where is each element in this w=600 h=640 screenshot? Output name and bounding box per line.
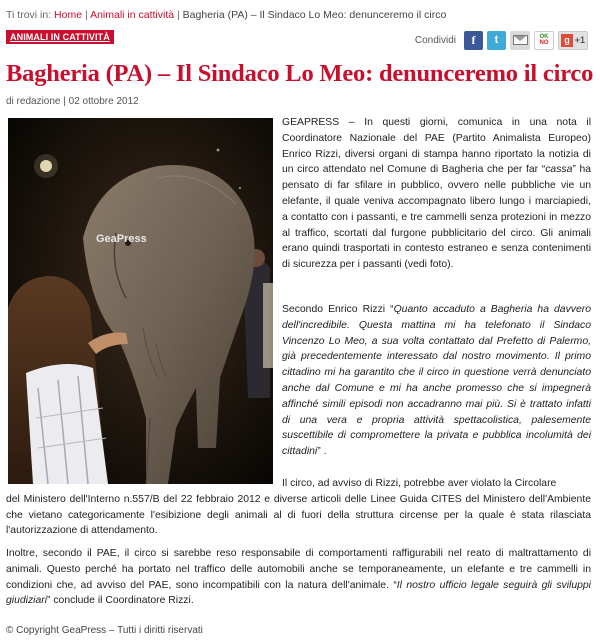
paragraph-2-quote: Quanto accaduto a Bagheria ha davvero dell'incredibile. Questa mattina mi ha telefonato il Sindaco Vincenzo Lo Meo, a sua volta contattato dal Prefetto di Palermo, già precedentemente interessato dal nostro movimento. Il primo cittadino mi ha garantito che il circo in questione verrà denunciato anche dal Comune e mi ha anche promesso che si impegnerà affinché simili episodi non accadranno mai più. Si è trattato infatti di una vera e propria attività spettacolistica, palesemente suscettibile di compromettere la privata e pubblica incolumità dei cittadini: [282, 304, 591, 458]
breadcrumb-home-link[interactable]: Home: [54, 9, 83, 21]
paragraph-2-text-b: ” .: [317, 446, 327, 458]
google-plus-icon[interactable]: [558, 31, 588, 50]
paragraph-1-text-a: GEAPRESS – In questi giorni, comunica in una nota il Coordinatore Nazionale del PAE (Partito Animalista Europeo) Enrico Rizzi, diversi organi di stampa hanno riportato la notizia di un circo attendato nel Comune di Bagheria che per far “: [282, 117, 591, 176]
paragraph-1-emphasis: cassa: [545, 164, 573, 176]
breadcrumb-category-link[interactable]: Animali in cattività: [90, 9, 175, 21]
paragraph-4-quote: Il nostro ufficio legale seguirà gli sviluppi giudiziari: [6, 579, 591, 607]
photo-watermark: GeaPress: [96, 233, 147, 245]
article-title: Bagheria (PA) – Il Sindaco Lo Meo: denunceremo il circo: [6, 60, 594, 87]
elephant-photo: [8, 118, 273, 484]
paragraph-4-text-b: ” conclude il Coordinatore Rizzi.: [47, 595, 194, 607]
paragraph-2-text-a: Secondo Enrico Rizzi “: [282, 304, 394, 315]
paragraph-3-rest: del Ministero dell'Interno n.557/B del 22 febbraio 2012 e diverse articoli delle Linee Guida CITES del Ministero dell'Ambiente che vietano categoricamente l'esibizione degli animali al di fuori della struttura circense per la quale è stata rilasciata l'autorizzazione di attendamento.: [6, 493, 591, 537]
mail-icon[interactable]: [510, 31, 530, 50]
article-paragraph-4: [6, 546, 591, 609]
breadcrumb-current: Bagheria (PA) – Il Sindaco Lo Meo: denunceremo il circo: [182, 9, 447, 21]
article-photo: [8, 118, 273, 484]
breadcrumb-separator: |: [84, 9, 88, 21]
article-paragraph-1: [282, 115, 591, 273]
share-label: Condividi: [414, 34, 456, 46]
article-paragraph-2: [282, 302, 591, 460]
category-badge[interactable]: ANIMALI IN CATTIVITÀ: [6, 30, 114, 44]
oknotizie-no: NO: [539, 40, 549, 46]
paragraph-3-line-1: Il circo, ad avviso di Rizzi, potrebbe aver violato la Circolare: [282, 478, 557, 489]
google-plus-count: +1: [574, 35, 585, 45]
oknotizie-ok: OK: [539, 34, 549, 40]
breadcrumb-prefix: Ti trovi in:: [6, 9, 52, 21]
oknotizie-icon[interactable]: [534, 31, 554, 50]
google-plus-g: g: [561, 34, 573, 47]
article-paragraph-3: [6, 476, 591, 539]
breadcrumb-separator: |: [177, 9, 180, 21]
facebook-icon[interactable]: [464, 31, 483, 50]
footer-copyright: © Copyright GeaPress – Tutti i diritti riservati: [6, 625, 203, 636]
paragraph-1-text-b: ” ha pensato di far sfilare in pubblico, ovvero nelle pubbliche vie un elefante, il quale veniva accompagnato libero lungo i marciapiedi, a contatto con i passanti, e tre cammelli senza protezioni in mezzo al traffico, scortati dal furgone pubblicitario del circo. Gli animali erano quindi trasportati in contesto estraneo e senza contenimenti di sicurezza per i passanti (vedi foto).: [282, 164, 592, 271]
paragraph-4-text-a: Inoltre, secondo il PAE, il circo si sarebbe reso responsabile di comportamenti raffigurabili nel reato di maltrattamento di animali. Questo perché ha portato nel traffico delle automobili anche se temporaneamente, un elefante e tre cammelli in condizioni che, ad avviso del PAE, sono incompatibili con la natura dell'animale. “: [6, 548, 591, 591]
envelope-shape: [513, 35, 528, 45]
facebook-glyph: f: [471, 32, 476, 47]
twitter-icon[interactable]: [487, 31, 506, 50]
article-byline: di redazione | 02 ottobre 2012: [6, 96, 139, 107]
twitter-glyph: t: [494, 34, 499, 46]
share-bar: [415, 30, 588, 50]
breadcrumb: [6, 9, 446, 21]
